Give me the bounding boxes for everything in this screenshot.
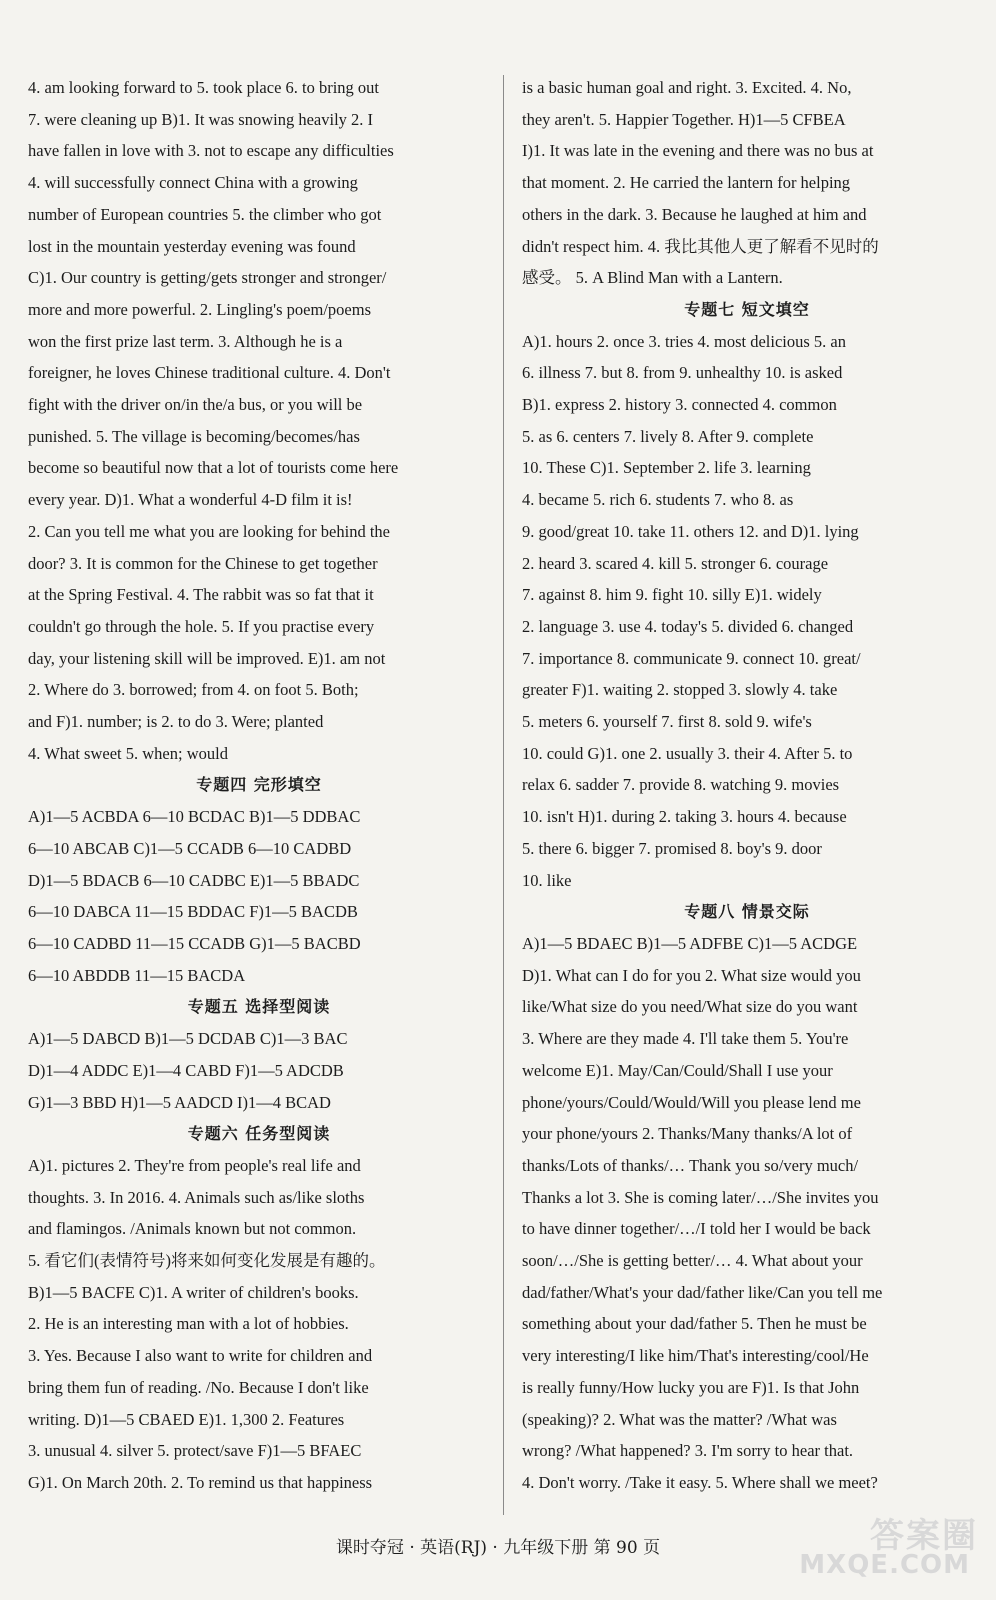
answer-line: I)1. It was late in the evening and there was no bus at xyxy=(522,141,874,161)
answer-line: 10. These C)1. September 2. life 3. learning xyxy=(522,458,811,478)
answer-line: 3. unusual 4. silver 5. protect/save F)1—5 BFAEC xyxy=(28,1441,362,1461)
answer-line: phone/yours/Could/Would/Will you please lend me xyxy=(522,1092,861,1112)
section-heading: 专题六 任务型阅读 xyxy=(187,1124,331,1144)
answer-line: 6—10 CADBD 11—15 CCADB G)1—5 BACBD xyxy=(28,933,361,953)
section-heading: 专题七 短文填空 xyxy=(684,299,810,319)
watermark-url-text: MXQE.COM xyxy=(799,1550,970,1580)
answer-line: 5. as 6. centers 7. lively 8. After 9. complete xyxy=(522,426,814,446)
answer-line: 4. became 5. rich 6. students 7. who 8. as xyxy=(522,490,794,510)
answer-line: foreigner, he loves Chinese traditional culture. 4. Don't xyxy=(28,363,391,383)
left-column xyxy=(28,72,490,1499)
answer-line: (speaking)? 2. What was the matter? /What was xyxy=(522,1409,837,1429)
answer-line: couldn't go through the hole. 5. If you practise every xyxy=(28,616,375,636)
answer-line: 5. 看它们(表情符号)将来如何变化发展是有趣的。 xyxy=(28,1251,386,1271)
answer-line: 6. illness 7. but 8. from 9. unhealthy 10. is asked xyxy=(522,363,843,383)
watermark-logo xyxy=(799,1508,978,1588)
answer-line: very interesting/I like him/That's interesting/cool/He xyxy=(522,1346,869,1366)
answer-line: G)1—3 BBD H)1—5 AADCD I)1—4 BCAD xyxy=(28,1092,331,1112)
answer-line: lost in the mountain yesterday evening was found xyxy=(28,236,356,256)
answer-line: 2. Can you tell me what you are looking for behind the xyxy=(28,521,391,541)
answer-line: punished. 5. The village is becoming/becomes/has xyxy=(28,426,360,446)
answer-line: A)1—5 DABCD B)1—5 DCDAB C)1—3 BAC xyxy=(28,1029,348,1049)
answer-line: 4. will successfully connect China with a growing xyxy=(28,173,358,193)
answer-line: have fallen in love with 3. not to escape any difficulties xyxy=(28,141,394,161)
answer-line: 3. Where are they made 4. I'll take them 5. You're xyxy=(522,1029,849,1049)
answer-line: your phone/yours 2. Thanks/Many thanks/A lot of xyxy=(522,1124,853,1144)
answer-line: didn't respect him. 4. 我比其他人更了解看不见时的 xyxy=(522,236,879,256)
answer-line: 4. What sweet 5. when; would xyxy=(28,743,228,763)
answer-line: door? 3. It is common for the Chinese to get together xyxy=(28,553,378,573)
answer-line: D)1—4 ADDC E)1—4 CABD F)1—5 ADCDB xyxy=(28,1060,344,1080)
answer-line: number of European countries 5. the climber who got xyxy=(28,204,382,224)
answer-line: 6—10 ABDDB 11—15 BACDA xyxy=(28,965,246,985)
answer-line: A)1—5 ACBDA 6—10 BCDAC B)1—5 DDBAC xyxy=(28,807,361,827)
answer-line: D)1—5 BDACB 6—10 CADBC E)1—5 BBADC xyxy=(28,870,360,890)
answer-line: 6—10 DABCA 11—15 BDDAC F)1—5 BACDB xyxy=(28,902,358,922)
answer-line: A)1—5 BDAEC B)1—5 ADFBE C)1—5 ACDGE xyxy=(522,933,858,953)
answer-line: and flamingos. /Animals known but not common. xyxy=(28,1219,357,1239)
answer-line: others in the dark. 3. Because he laughed at him and xyxy=(522,204,867,224)
answer-line: is a basic human goal and right. 3. Excited. 4. No, xyxy=(522,78,852,97)
answer-line: 2. Where do 3. borrowed; from 4. on foot 5. Both; xyxy=(28,680,359,700)
answer-line: A)1. hours 2. once 3. tries 4. most delicious 5. an xyxy=(522,331,846,351)
answer-line: welcome E)1. May/Can/Could/Shall I use your xyxy=(522,1060,833,1080)
answer-line: won the first prize last term. 3. Although he is a xyxy=(28,331,343,351)
answer-line: thanks/Lots of thanks/… Thank you so/very much/ xyxy=(522,1155,859,1175)
answer-line: bring them fun of reading. /No. Because I don't like xyxy=(28,1377,369,1397)
answer-line: something about your dad/father 5. Then he must be xyxy=(522,1314,867,1334)
answer-line: every year. D)1. What a wonderful 4-D film it is! xyxy=(28,490,353,510)
answer-line: 2. language 3. use 4. today's 5. divided 6. changed xyxy=(522,616,854,636)
answer-line: 5. meters 6. yourself 7. first 8. sold 9. wife's xyxy=(522,712,812,732)
answer-line: 4. Don't worry. /Take it easy. 5. Where shall we meet? xyxy=(522,1472,878,1492)
answer-line: 2. He is an interesting man with a lot of hobbies. xyxy=(28,1314,349,1334)
answer-line: A)1. pictures 2. They're from people's real life and xyxy=(28,1155,361,1175)
answer-line: that moment. 2. He carried the lantern for helping xyxy=(522,173,851,193)
answer-line: 7. importance 8. communicate 9. connect 10. great/ xyxy=(522,648,861,668)
answer-line: more and more powerful. 2. Lingling's poem/poems xyxy=(28,299,371,319)
answer-line: 5. there 6. bigger 7. promised 8. boy's 9. door xyxy=(522,838,822,858)
watermark-top-text: 答案圈 xyxy=(870,1516,978,1556)
answer-line: 感受。 5. A Blind Man with a Lantern. xyxy=(522,268,783,288)
answer-line: Thanks a lot 3. She is coming later/…/She invites you xyxy=(522,1187,879,1207)
section-heading: 专题四 完形填空 xyxy=(196,775,322,795)
answer-line: to have dinner together/…/I told her I would be back xyxy=(522,1219,871,1239)
answer-line: 2. heard 3. scared 4. kill 5. stronger 6. courage xyxy=(522,553,829,573)
answer-line: 9. good/great 10. take 11. others 12. and D)1. lying xyxy=(522,521,859,541)
answer-line: D)1. What can I do for you 2. What size would you xyxy=(522,965,861,985)
answer-line: B)1—5 BACFE C)1. A writer of children's books. xyxy=(28,1282,359,1302)
answer-line: fight with the driver on/in the/a bus, or you will be xyxy=(28,395,363,415)
section-heading: 专题八 情景交际 xyxy=(684,902,810,922)
answer-line: they aren't. 5. Happier Together. H)1—5 CFBEA xyxy=(522,109,846,129)
answer-line: 4. am looking forward to 5. took place 6. to bring out xyxy=(28,78,380,97)
answer-line: relax 6. sadder 7. provide 8. watching 9. movies xyxy=(522,775,840,795)
answer-line: and F)1. number; is 2. to do 3. Were; planted xyxy=(28,712,324,732)
answer-line: day, your listening skill will be improved. E)1. am not xyxy=(28,648,386,668)
right-column xyxy=(522,72,972,1499)
answer-line: like/What size do you need/What size do you want xyxy=(522,997,858,1017)
answer-line: soon/…/She is getting better/… 4. What about your xyxy=(522,1251,863,1271)
column-divider xyxy=(503,75,504,1515)
answer-line: dad/father/What's your dad/father like/Can you tell me xyxy=(522,1282,883,1302)
answer-line: 3. Yes. Because I also want to write for children and xyxy=(28,1346,373,1366)
answer-line: writing. D)1—5 CBAED E)1. 1,300 2. Features xyxy=(28,1409,345,1429)
answer-line: 10. like xyxy=(522,870,572,890)
answer-line: 10. isn't H)1. during 2. taking 3. hours 4. because xyxy=(522,807,847,827)
answer-line: C)1. Our country is getting/gets stronger and stronger/ xyxy=(28,268,387,288)
answer-line: 7. against 8. him 9. fight 10. silly E)1. widely xyxy=(522,585,822,605)
answer-line: greater F)1. waiting 2. stopped 3. slowly 4. take xyxy=(522,680,838,700)
answer-line: 7. were cleaning up B)1. It was snowing heavily 2. I xyxy=(28,109,374,129)
answer-line: become so beautiful now that a lot of tourists come here xyxy=(28,458,399,478)
page-footer: 课时夺冠 · 英语(RJ) · 九年级下册 第 90 页 xyxy=(335,1538,661,1558)
answer-line: thoughts. 3. In 2016. 4. Animals such as/like sloths xyxy=(28,1187,365,1207)
answer-line: is really funny/How lucky you are F)1. Is that John xyxy=(522,1377,860,1397)
answer-line: G)1. On March 20th. 2. To remind us that happiness xyxy=(28,1472,373,1492)
answer-line: B)1. express 2. history 3. connected 4. common xyxy=(522,395,837,415)
answer-line: at the Spring Festival. 4. The rabbit was so fat that it xyxy=(28,585,374,605)
answer-line: wrong? /What happened? 3. I'm sorry to hear that. xyxy=(522,1441,854,1461)
answer-line: 10. could G)1. one 2. usually 3. their 4. After 5. to xyxy=(522,743,853,763)
section-heading: 专题五 选择型阅读 xyxy=(187,997,331,1017)
answer-line: 6—10 ABCAB C)1—5 CCADB 6—10 CADBD xyxy=(28,838,352,858)
